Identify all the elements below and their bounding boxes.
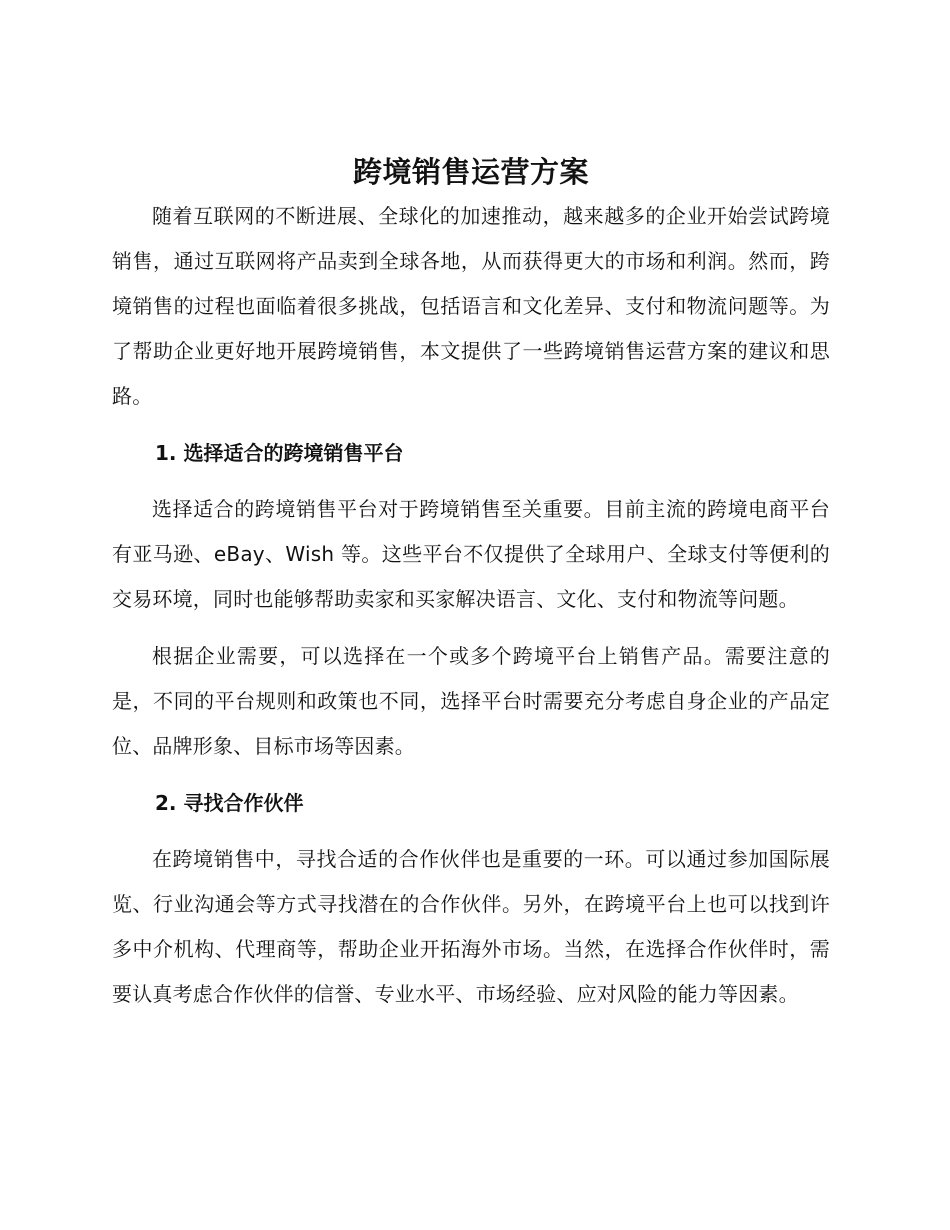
spacer [112, 419, 830, 431]
spacer [112, 622, 830, 634]
intro-paragraph: 随着互联网的不断进展、全球化的加速推动，越来越多的企业开始尝试跨境销售，通过互联网将产品卖到全球各地，从而获得更大的市场和利润。然而，跨境销售的过程也面临着很多挑战，包括语言和文化差异、支付和物流问题等。为了帮助企业更好地开展跨境销售，本文提供了一些跨境销售运营方案的建议和思路。 [112, 204, 830, 408]
section-1-paragraph-2: 根据企业需要，可以选择在一个或多个跨境平台上销售产品。需要注意的是，不同的平台规则和政策也不同，选择平台时需要充分考虑自身企业的产品定位、品牌形象、目标市场等因素。 [112, 644, 830, 758]
section-2-heading: 2. 寻找合作伙伴 [155, 791, 304, 815]
spacer [112, 825, 830, 837]
section-1-paragraph-1: 选择适合的跨境销售平台对于跨境销售至关重要。目前主流的跨境电商平台有亚马逊、eBay、Wish 等。这些平台不仅提供了全球用户、全球支付等便利的交易环境，同时也能够帮助卖家和买家解决语言、文化、支付和物流等问题。 [112, 497, 830, 611]
document-title: 跨境销售运营方案 [352, 155, 589, 189]
spacer [112, 769, 830, 781]
spacer [112, 475, 830, 487]
section-1-heading: 1. 选择适合的跨境销售平台 [155, 441, 404, 465]
section-2-paragraph-1: 在跨境销售中，寻找合适的合作伙伴也是重要的一环。可以通过参加国际展览、行业沟通会等方式寻找潜在的合作伙伴。另外，在跨境平台上也可以找到许多中介机构、代理商等，帮助企业开拓海外市场。当然，在选择合作伙伴时，需要认真考虑合作伙伴的信誉、专业水平、市场经验、应对风险的能力等因素。 [112, 847, 830, 1006]
document-page [112, 150, 830, 1017]
